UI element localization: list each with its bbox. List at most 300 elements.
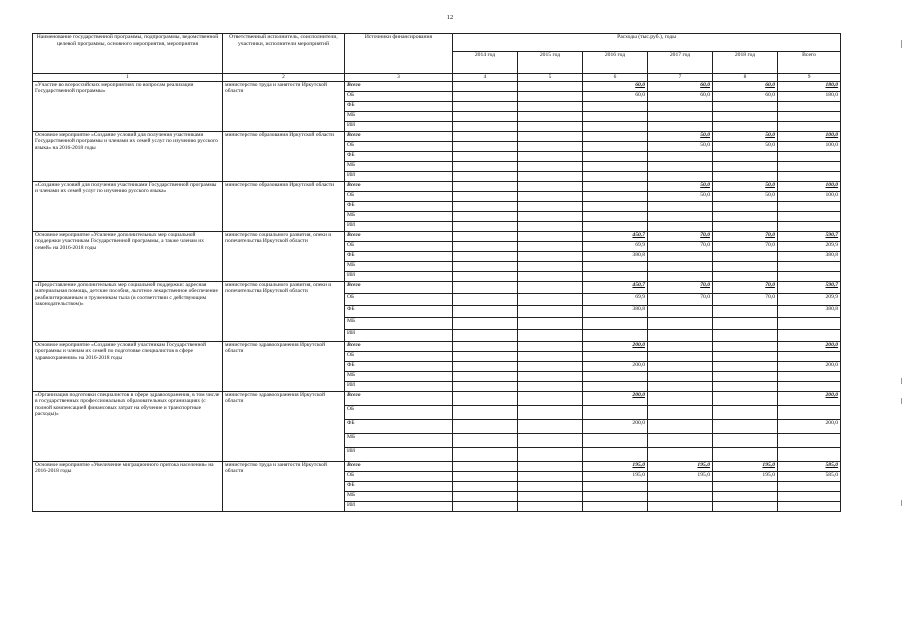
expense-value (453, 82, 518, 92)
funding-source: ОБ (345, 472, 453, 482)
expense-value (778, 372, 841, 382)
expense-value (453, 192, 518, 202)
table-body (33, 82, 841, 512)
expense-value (583, 182, 648, 192)
expense-value (713, 306, 778, 318)
expense-value: 209,9 (778, 294, 841, 306)
expense-value (778, 382, 841, 392)
funding-source: МБ (345, 162, 453, 172)
expense-value (648, 262, 713, 272)
expense-value (713, 448, 778, 462)
expense-value (648, 112, 713, 122)
funding-source: МБ (345, 434, 453, 448)
expense-value (713, 252, 778, 262)
expense-value: 180,0 (778, 92, 841, 102)
funding-source: ФБ (345, 362, 453, 372)
expense-value (453, 330, 518, 342)
expense-value: 60,0 (583, 82, 648, 92)
expense-value: 100,0 (778, 142, 841, 152)
funding-source: ФБ (345, 152, 453, 162)
expense-value (518, 282, 583, 294)
expense-value (648, 382, 713, 392)
expense-value (518, 192, 583, 202)
funding-source: ОБ (345, 406, 453, 420)
expense-value: 590,7 (778, 282, 841, 294)
expense-value: 50,0 (648, 192, 713, 202)
expense-value (453, 342, 518, 352)
funding-source: ФБ (345, 102, 453, 112)
responsible-executor: министерство социального развития, опеки и попечительства Иркутской области (223, 232, 345, 282)
expense-value (778, 434, 841, 448)
expense-value (518, 372, 583, 382)
funding-source: ОБ (345, 142, 453, 152)
expense-value (648, 306, 713, 318)
expense-value (713, 122, 778, 132)
expense-value (518, 406, 583, 420)
expense-value (518, 362, 583, 372)
expense-value (778, 448, 841, 462)
expense-value: 200,0 (583, 420, 648, 434)
expense-value: 585,0 (778, 462, 841, 472)
program-name: Основное мероприятие «Создание условий для получения участниками Государственной программы и членами их семей услуг по изучению русского языка» на 2016-2018 годы (33, 132, 223, 182)
expense-value (648, 502, 713, 512)
expense-value (518, 472, 583, 482)
expense-value: 69,9 (583, 242, 648, 252)
funding-source: ОБ (345, 192, 453, 202)
expense-value (518, 272, 583, 282)
funding-source: МБ (345, 372, 453, 382)
funding-source: Всего (345, 132, 453, 142)
expense-value: 50,0 (713, 142, 778, 152)
expense-value (648, 212, 713, 222)
expense-value (648, 392, 713, 406)
expense-value: 100,0 (778, 182, 841, 192)
table-row (33, 182, 841, 192)
expense-value (453, 272, 518, 282)
expense-value (778, 202, 841, 212)
table-row (33, 342, 841, 352)
expense-value (713, 102, 778, 112)
expense-value: 450,7 (583, 232, 648, 242)
expense-value (648, 372, 713, 382)
funding-source: Всего (345, 232, 453, 242)
expense-value (778, 102, 841, 112)
expense-value (453, 122, 518, 132)
expense-value (518, 82, 583, 92)
expense-value (713, 502, 778, 512)
program-name: Основное мероприятие «Усиление дополнительных мер социальной поддержки участникам Государственной программы, а также членам их семей» на 2016-2018 годы (33, 232, 223, 282)
header-year: Всего (778, 52, 841, 74)
expense-value (518, 172, 583, 182)
expense-value: 69,9 (583, 294, 648, 306)
funding-source: ИИ (345, 172, 453, 182)
expense-value (518, 330, 583, 342)
expense-value (518, 122, 583, 132)
expense-value (713, 222, 778, 232)
expense-value (648, 492, 713, 502)
expense-value: 50,0 (713, 192, 778, 202)
expense-value (583, 222, 648, 232)
expense-value (778, 152, 841, 162)
expense-value: 50,0 (713, 132, 778, 142)
expense-value (583, 318, 648, 330)
expense-value (453, 242, 518, 252)
expense-value (713, 492, 778, 502)
expense-value (518, 502, 583, 512)
expense-value: 50,0 (713, 182, 778, 192)
expense-value: 380,8 (583, 306, 648, 318)
expense-value (583, 272, 648, 282)
expense-value (583, 172, 648, 182)
expense-value (648, 482, 713, 492)
expense-value (453, 222, 518, 232)
expense-value (583, 382, 648, 392)
expense-value (518, 434, 583, 448)
expense-value (778, 172, 841, 182)
expense-value (518, 342, 583, 352)
expense-value (518, 352, 583, 362)
expense-value (583, 492, 648, 502)
expense-value (583, 448, 648, 462)
expense-value (453, 252, 518, 262)
expense-value (648, 406, 713, 420)
expense-value (713, 162, 778, 172)
expense-value: 200,0 (583, 342, 648, 352)
expense-value: 200,0 (778, 392, 841, 406)
expense-value (518, 318, 583, 330)
expense-value (713, 382, 778, 392)
expense-value (648, 342, 713, 352)
funding-source: Всего (345, 82, 453, 92)
header-expenses: Расходы (тыс.руб.), годы (453, 34, 841, 52)
header-name: Наименование государственной программы, подпрограммы, ведомственной целевой программы, основного мероприятия, мероприятия (33, 34, 223, 74)
expense-value (453, 162, 518, 172)
expense-value (518, 252, 583, 262)
expense-value (648, 172, 713, 182)
expense-value: 70,0 (648, 242, 713, 252)
expense-value (518, 262, 583, 272)
funding-source: ФБ (345, 252, 453, 262)
expense-value: 450,7 (583, 282, 648, 294)
expense-value (648, 102, 713, 112)
expense-value (713, 330, 778, 342)
responsible-executor: министерство труда и занятости Иркутской области (223, 462, 345, 512)
expense-value (648, 162, 713, 172)
funding-source: Всего (345, 392, 453, 406)
table-row (33, 232, 841, 242)
expense-value (453, 294, 518, 306)
responsible-executor: министерство здравоохранения Иркутской области (223, 342, 345, 392)
expense-value (778, 352, 841, 362)
funding-source: ОБ (345, 352, 453, 362)
expense-value (453, 482, 518, 492)
expense-value (453, 182, 518, 192)
expense-value: 60,0 (713, 92, 778, 102)
expense-value (453, 382, 518, 392)
expense-value (518, 242, 583, 252)
expense-value (518, 152, 583, 162)
expense-value (713, 112, 778, 122)
expense-value (518, 448, 583, 462)
expense-value: 50,0 (648, 132, 713, 142)
expense-value (648, 362, 713, 372)
expense-value (583, 330, 648, 342)
expense-value (453, 362, 518, 372)
expense-value (583, 502, 648, 512)
expense-value (583, 192, 648, 202)
expense-value (453, 502, 518, 512)
expense-value (453, 132, 518, 142)
funding-source: ИИ (345, 382, 453, 392)
funding-source: МБ (345, 492, 453, 502)
expense-value (453, 420, 518, 434)
expense-value (453, 462, 518, 472)
column-number: 5 (518, 74, 583, 82)
page-number: 12 (446, 14, 454, 21)
expense-value (453, 472, 518, 482)
expense-value: 100,0 (778, 132, 841, 142)
expense-value: 50,0 (648, 182, 713, 192)
table-row (33, 82, 841, 92)
budget-sheet (32, 33, 841, 512)
expense-value (583, 122, 648, 132)
expense-value: 60,0 (583, 92, 648, 102)
expense-value (778, 262, 841, 272)
funding-source: ФБ (345, 420, 453, 434)
expense-value: 195,0 (713, 462, 778, 472)
expense-value (778, 112, 841, 122)
expense-value (583, 112, 648, 122)
expense-value (518, 482, 583, 492)
expense-value (453, 372, 518, 382)
expense-value (713, 272, 778, 282)
expense-value (453, 318, 518, 330)
expense-value (453, 434, 518, 448)
expense-value (583, 372, 648, 382)
column-number: 2 (223, 74, 345, 82)
expense-value (518, 382, 583, 392)
expense-value (583, 202, 648, 212)
expense-value (583, 262, 648, 272)
expense-value (453, 102, 518, 112)
expense-value (648, 434, 713, 448)
funding-source: ИИ (345, 122, 453, 132)
program-name: «Предоставление дополнительных мер социальной поддержки: адресная материальная помощь, детские пособия, льготное лекарственное обеспечение реабилитированным и труженикам тыла (в соответствии с действующим законодательством)» (33, 282, 223, 342)
expense-value: 70,0 (713, 232, 778, 242)
expense-value: 380,8 (778, 306, 841, 318)
expense-value (648, 202, 713, 212)
program-name: «Организация подготовки специалистов в сфере здравоохранения, в том числе в государственных профессиональных образовательных организациях (с полной компенсацией финансовых затрат на обучение и транспортные расходы)» (33, 392, 223, 462)
expense-value: 209,9 (778, 242, 841, 252)
expense-value (518, 182, 583, 192)
expense-value (648, 420, 713, 434)
expense-value (713, 318, 778, 330)
expense-value (713, 152, 778, 162)
column-number: 9 (778, 74, 841, 82)
funding-source: ФБ (345, 202, 453, 212)
funding-source: ИИ (345, 222, 453, 232)
expense-value (453, 232, 518, 242)
expense-value: 200,0 (778, 420, 841, 434)
header-year: 2014 год (453, 52, 518, 74)
expense-value (518, 492, 583, 502)
expense-value (583, 162, 648, 172)
funding-source: МБ (345, 212, 453, 222)
expense-value (583, 434, 648, 448)
column-number: 7 (648, 74, 713, 82)
expense-value (518, 142, 583, 152)
expense-value (453, 392, 518, 406)
expense-value (648, 330, 713, 342)
funding-source: ОБ (345, 294, 453, 306)
scan-mark (901, 500, 902, 506)
expense-value: 70,0 (648, 282, 713, 294)
expense-value (453, 492, 518, 502)
expense-value: 50,0 (648, 142, 713, 152)
expense-value (518, 212, 583, 222)
expense-value (713, 262, 778, 272)
expense-value: 590,7 (778, 232, 841, 242)
expense-value: 200,0 (583, 362, 648, 372)
header-source: Источники финансирования (345, 34, 453, 74)
expense-value (518, 112, 583, 122)
funding-source: МБ (345, 318, 453, 330)
expense-value (583, 482, 648, 492)
responsible-executor: министерство образования Иркутской области (223, 182, 345, 232)
expense-value: 200,0 (583, 392, 648, 406)
expense-value (648, 222, 713, 232)
expense-value (453, 282, 518, 294)
expense-value (778, 330, 841, 342)
expense-value (583, 352, 648, 362)
expense-value (583, 212, 648, 222)
funding-source: Всего (345, 282, 453, 294)
funding-source: МБ (345, 112, 453, 122)
expense-value: 70,0 (648, 294, 713, 306)
expense-value (453, 262, 518, 272)
expense-value (518, 202, 583, 212)
program-name: Основное мероприятие «Увеличение миграционного притока населения» на 2016-2018 годы (33, 462, 223, 512)
funding-source: МБ (345, 262, 453, 272)
scan-mark (901, 398, 902, 404)
expense-value (713, 362, 778, 372)
expense-value (778, 502, 841, 512)
budget-table (32, 33, 841, 512)
expense-value: 195,0 (713, 472, 778, 482)
program-name: Основное мероприятие «Создание условий участникам Государственной программы и членам их семей по подготовке специалистов в сфере здравоохранения» на 2016-2018 годы (33, 342, 223, 392)
funding-source: ИИ (345, 330, 453, 342)
expense-value (583, 406, 648, 420)
expense-value: 195,0 (648, 462, 713, 472)
expense-value (778, 122, 841, 132)
expense-value (648, 318, 713, 330)
expense-value (648, 122, 713, 132)
column-number: 1 (33, 74, 223, 82)
expense-value (518, 232, 583, 242)
expense-value (453, 306, 518, 318)
table-row (33, 132, 841, 142)
table-row (33, 462, 841, 472)
expense-value (583, 132, 648, 142)
expense-value (583, 142, 648, 152)
expense-value: 60,0 (648, 92, 713, 102)
header-year: 2015 год (518, 52, 583, 74)
expense-value (648, 272, 713, 282)
expense-value (713, 212, 778, 222)
column-number: 8 (713, 74, 778, 82)
responsible-executor: министерство труда и занятости Иркутской области (223, 82, 345, 132)
program-name: «Создание условий для получения участниками Государственной программы и членами их семей услуг по изучению русского языка» (33, 182, 223, 232)
expense-value (453, 448, 518, 462)
expense-value: 200,0 (778, 362, 841, 372)
expense-value (778, 482, 841, 492)
expense-value (713, 202, 778, 212)
responsible-executor: министерство социального развития, опеки и попечительства Иркутской области (223, 282, 345, 342)
expense-value (713, 372, 778, 382)
funding-source: Всего (345, 462, 453, 472)
expense-value (713, 406, 778, 420)
funding-source: ФБ (345, 482, 453, 492)
expense-value (778, 272, 841, 282)
funding-source: ОБ (345, 242, 453, 252)
expense-value (713, 172, 778, 182)
expense-value (518, 420, 583, 434)
scan-mark (901, 378, 902, 384)
expense-value (518, 462, 583, 472)
expense-value (518, 162, 583, 172)
expense-value (713, 482, 778, 492)
expense-value (518, 102, 583, 112)
column-number: 3 (345, 74, 453, 82)
expense-value (453, 212, 518, 222)
expense-value: 200,0 (778, 342, 841, 352)
expense-value (453, 406, 518, 420)
expense-value: 70,0 (713, 242, 778, 252)
expense-value (778, 492, 841, 502)
column-number: 6 (583, 74, 648, 82)
expense-value (453, 112, 518, 122)
expense-value (778, 406, 841, 420)
expense-value (713, 434, 778, 448)
table-row (33, 392, 841, 406)
responsible-executor: министерство здравоохранения Иркутской области (223, 392, 345, 462)
program-name: «Участие во всероссийских мероприятиях по вопросам реализации Государственной программы» (33, 82, 223, 132)
expense-value (648, 352, 713, 362)
funding-source: Всего (345, 182, 453, 192)
expense-value (648, 252, 713, 262)
expense-value (648, 448, 713, 462)
expense-value (453, 152, 518, 162)
expense-value (648, 152, 713, 162)
expense-value (778, 212, 841, 222)
funding-source: ИИ (345, 502, 453, 512)
expense-value (713, 420, 778, 434)
expense-value: 195,0 (583, 462, 648, 472)
expense-value (453, 352, 518, 362)
expense-value: 585,0 (778, 472, 841, 482)
expense-value (518, 92, 583, 102)
expense-value (453, 92, 518, 102)
expense-value (583, 152, 648, 162)
responsible-executor: министерство образования Иркутской области (223, 132, 345, 182)
table-header (33, 34, 841, 82)
expense-value: 70,0 (713, 282, 778, 294)
expense-value: 380,8 (583, 252, 648, 262)
expense-value (453, 172, 518, 182)
header-year: 2017 год (648, 52, 713, 74)
column-number: 4 (453, 74, 518, 82)
expense-value (778, 222, 841, 232)
